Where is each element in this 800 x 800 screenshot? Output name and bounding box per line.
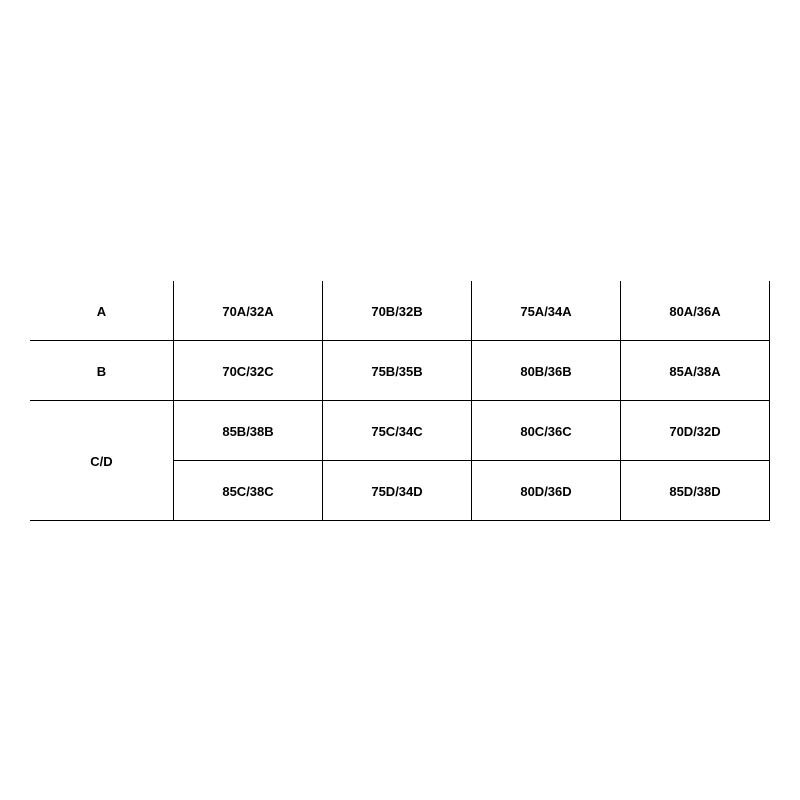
size-cell: 75B/35B (371, 363, 423, 379)
size-cell: 85C/38C (222, 483, 274, 499)
size-cell: 75A/34A (520, 303, 572, 319)
group-label-b: B (96, 363, 107, 379)
size-cell: 70C/32C (222, 363, 274, 379)
size-cell: 80D/36D (520, 483, 572, 499)
group-label-cd: C/D (90, 453, 113, 469)
group-label-a: A (96, 303, 107, 319)
size-chart-table (30, 281, 770, 521)
size-cell: 85B/38B (222, 423, 274, 439)
size-cell: 75C/34C (371, 423, 423, 439)
size-cell: 85A/38A (669, 363, 721, 379)
size-cell: 80A/36A (669, 303, 721, 319)
size-cell: 70B/32B (371, 303, 423, 319)
table-right-border (769, 281, 770, 521)
size-cell: 80C/36C (520, 423, 572, 439)
size-cell: 70D/32D (669, 423, 721, 439)
size-cell: 80B/36B (520, 363, 572, 379)
size-cell: 85D/38D (669, 483, 721, 499)
size-cell: 70A/32A (222, 303, 274, 319)
size-cell: 75D/34D (371, 483, 423, 499)
